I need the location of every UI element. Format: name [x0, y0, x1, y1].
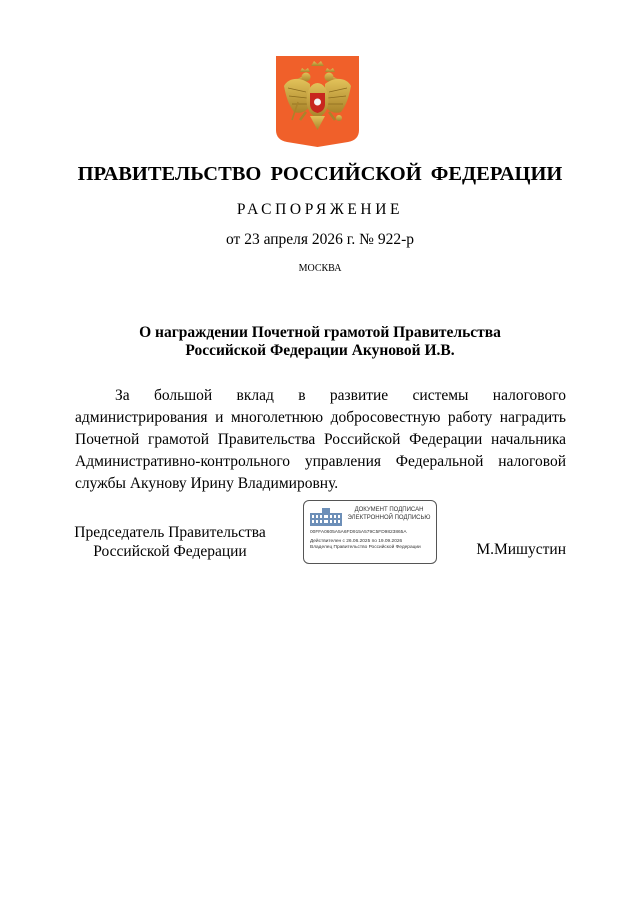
- document-body: За большой вклад в развитие системы налогового администрирования и многолетнюю добросовестную работу наградить Почетной грамотой Правительства Российской Федерации начальника Административно-контрольного управления Федеральной налоговой службы Акунову Ирину Владимировну.: [75, 387, 566, 492]
- signer-name: М.Мишустин: [476, 541, 566, 558]
- stamp-owner: Владелец Правительство Российской Федерации: [310, 545, 421, 550]
- document-city: МОСКВА: [298, 263, 342, 274]
- document-date-number: от 23 апреля 2026 г. № 922-р: [226, 231, 414, 248]
- signer-title-line-2: Российской Федерации: [93, 543, 247, 560]
- electronic-signature-stamp: [303, 500, 437, 564]
- stamp-certificate: 00FFA0605A5A6FD915A579C5FD9823865A: [310, 530, 407, 535]
- government-building-icon: [309, 507, 343, 527]
- stamp-header-line-1: ДОКУМЕНТ ПОДПИСАН: [354, 507, 424, 513]
- signer-title: [70, 523, 270, 561]
- coat-of-arms-icon: [276, 56, 359, 147]
- document-type: РАСПОРЯЖЕНИЕ: [236, 201, 404, 218]
- document-subject: [0, 324, 640, 360]
- subject-line-2: Российской Федерации Акуновой И.В.: [185, 342, 455, 359]
- stamp-header: [344, 507, 434, 522]
- stamp-validity: Действителен с 26.06.2025 по 19.09.2026: [310, 539, 403, 544]
- subject-line-1: О награждении Почетной грамотой Правительства: [139, 324, 501, 341]
- signer-title-line-1: Председатель Правительства: [74, 524, 266, 541]
- stamp-header-line-2: ЭЛЕКТРОННОЙ ПОДПИСЬЮ: [347, 514, 431, 521]
- government-title: ПРАВИТЕЛЬСТВО РОССИЙСКОЙ ФЕДЕРАЦИИ: [77, 163, 563, 185]
